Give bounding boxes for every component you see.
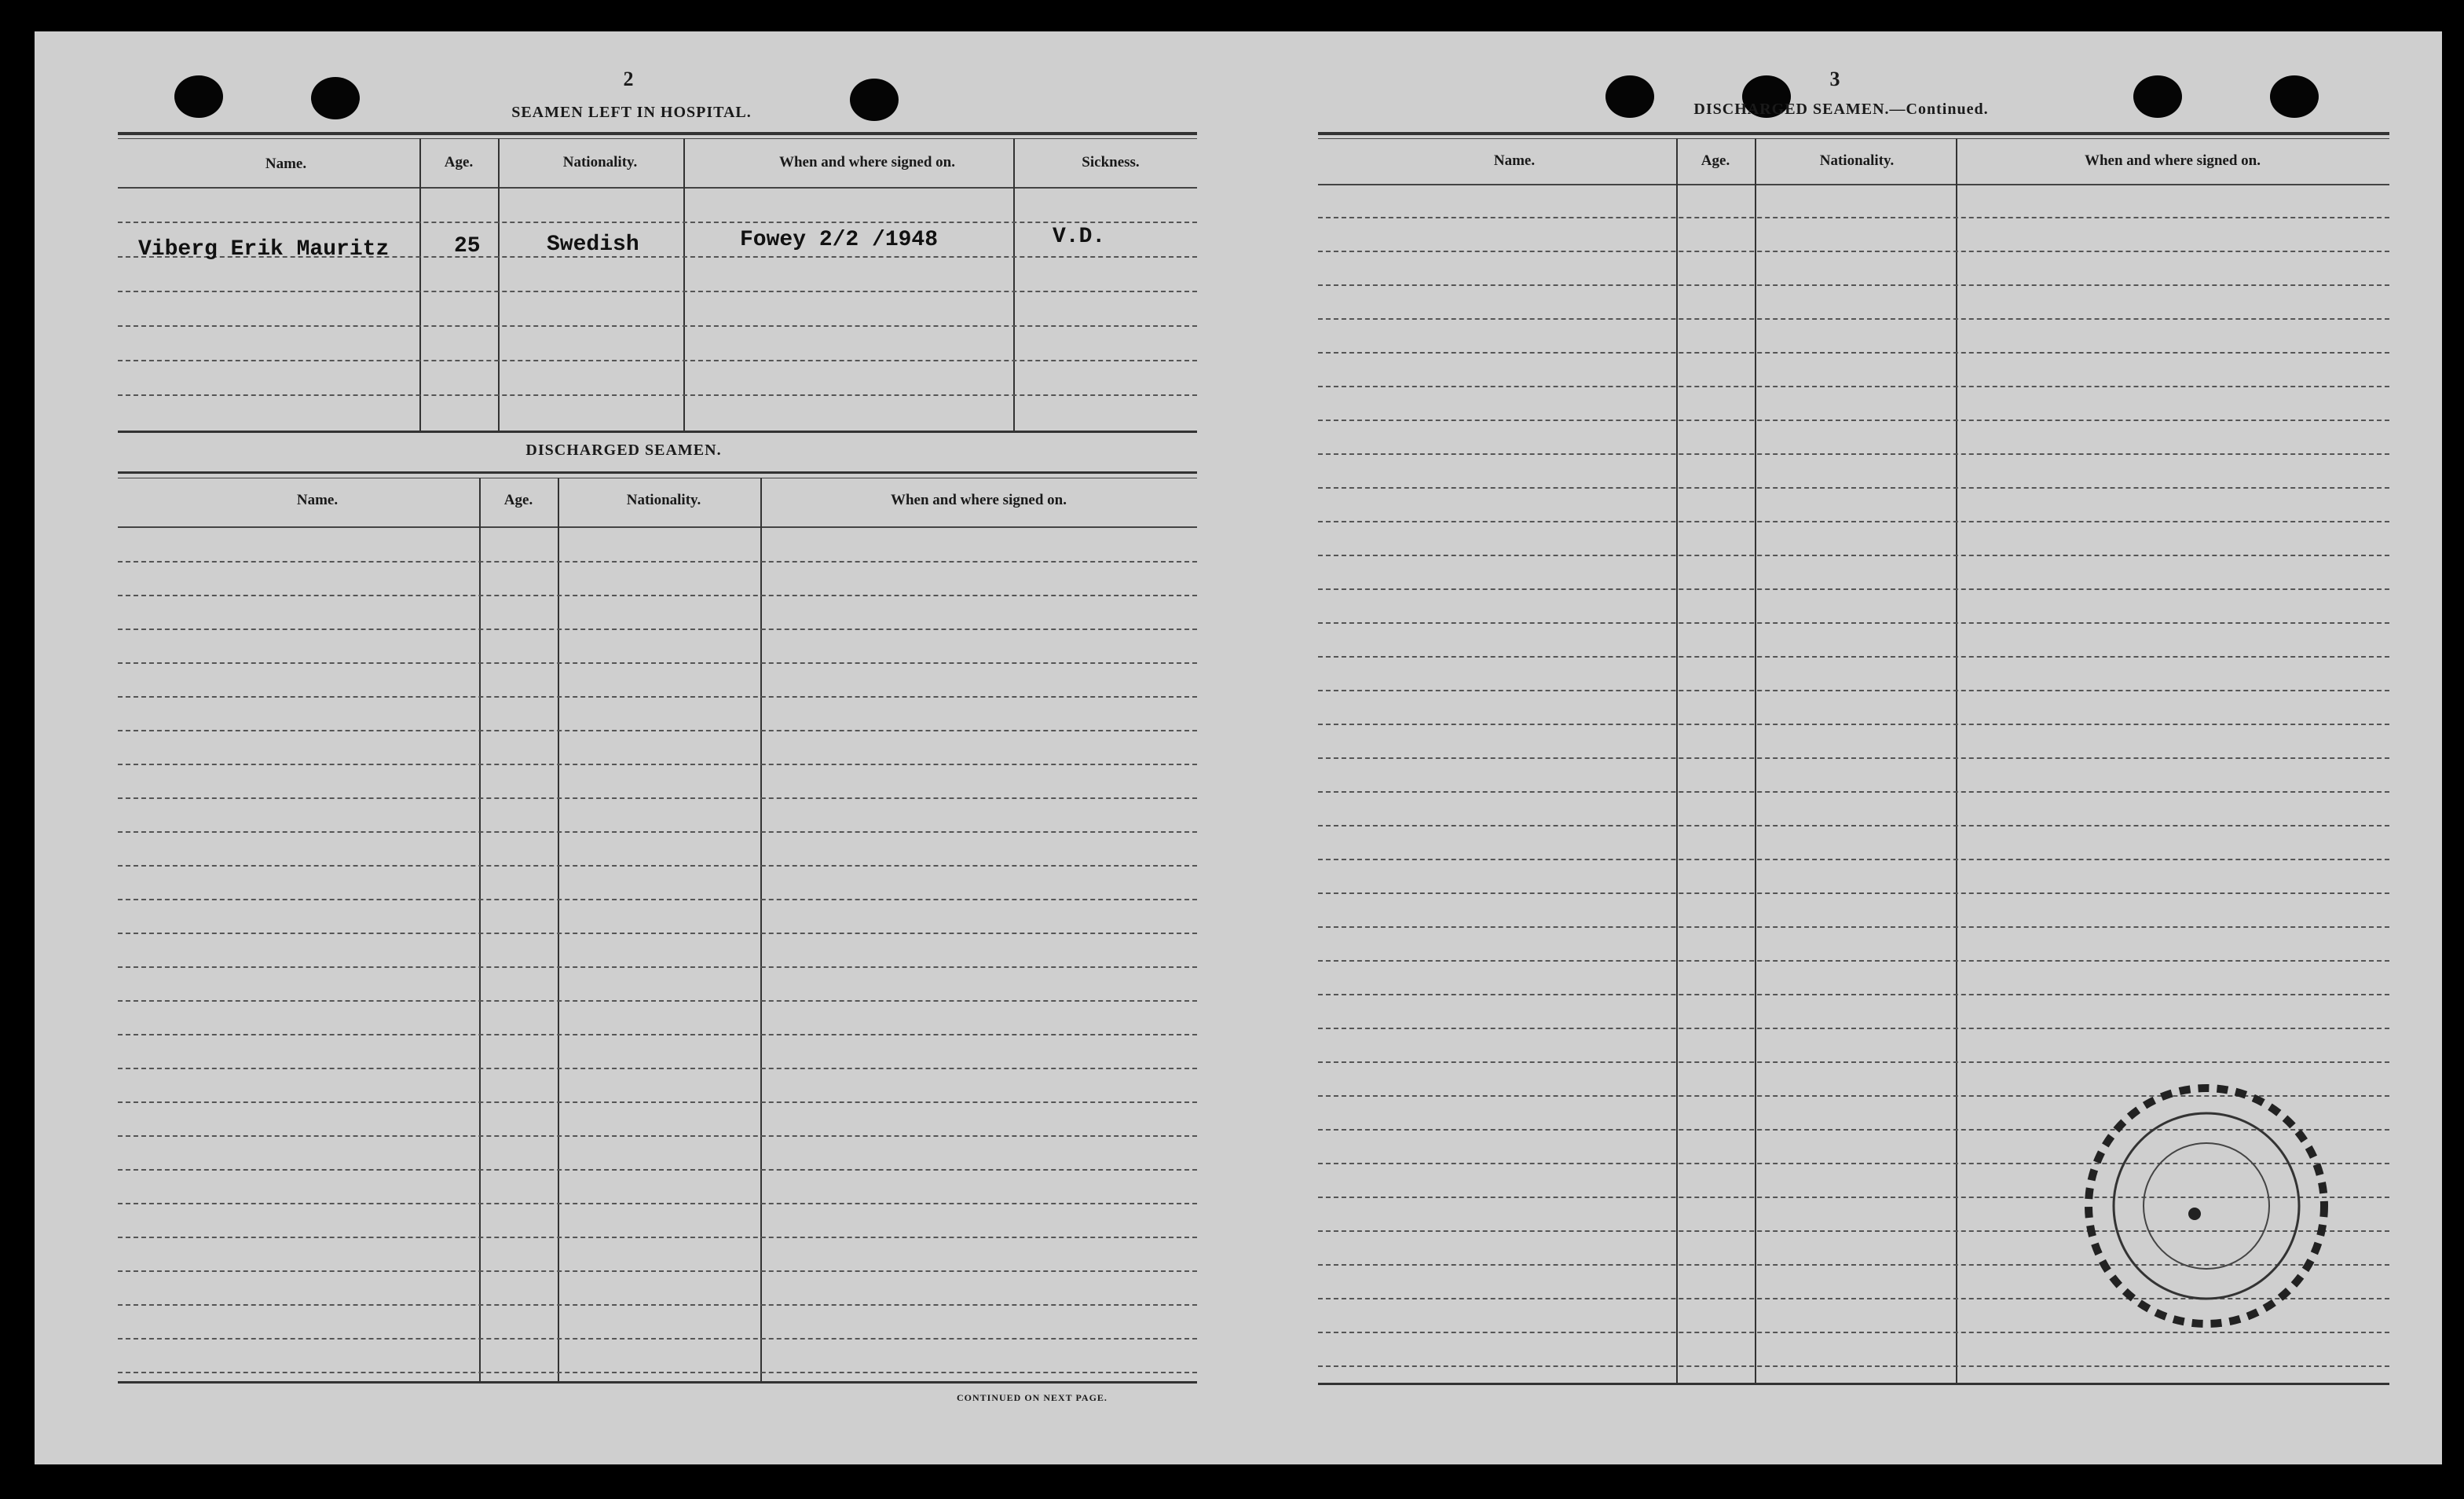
row-line — [1318, 420, 2389, 421]
col-header-nationality: Nationality. — [562, 154, 638, 170]
entry-sickness: V.D. — [1053, 225, 1106, 249]
right-page — [35, 31, 2442, 1464]
circular-stamp — [2077, 1076, 2336, 1336]
document-sheet — [35, 31, 2442, 1464]
row-line — [1318, 487, 2389, 489]
entry-nationality: Swedish — [547, 233, 639, 257]
col-header-age: Age. — [503, 492, 533, 508]
col-header-nationality: Nationality. — [1819, 152, 1895, 169]
row-line — [1318, 960, 2389, 962]
discharged-continued-title: DISCHARGED SEAMEN.—Continued. — [1693, 101, 1989, 118]
rule — [1318, 138, 2389, 139]
page-number: 2 — [623, 68, 634, 90]
col-header-sickness: Sickness. — [1082, 154, 1140, 170]
row-line — [1318, 622, 2389, 624]
row-line — [1318, 318, 2389, 320]
bottom-rule — [1318, 1383, 2389, 1385]
row-line — [1318, 690, 2389, 691]
hospital-section-title: SEAMEN LEFT IN HOSPITAL. — [511, 104, 752, 121]
row-line — [1318, 825, 2389, 826]
col-header-age: Age. — [444, 154, 474, 170]
row-line — [1318, 588, 2389, 590]
page-number: 3 — [1829, 68, 1840, 90]
entry-age: 25 — [454, 234, 481, 258]
row-line — [1318, 217, 2389, 218]
col-header-signed-on: When and where signed on. — [2084, 152, 2261, 169]
entry-name: Viberg Erik Mauritz — [138, 237, 390, 262]
row-line — [1318, 1061, 2389, 1063]
row-line — [1318, 859, 2389, 860]
col-header-name: Name. — [265, 156, 307, 172]
col-header-signed-on: When and where signed on. — [778, 154, 955, 170]
col-header-name: Name. — [296, 492, 339, 508]
continued-note: CONTINUED ON NEXT PAGE. — [957, 1392, 1108, 1403]
row-line — [1318, 791, 2389, 793]
row-line — [1318, 757, 2389, 759]
row-line — [1318, 352, 2389, 354]
header-rule — [1318, 184, 2389, 185]
row-line — [1318, 994, 2389, 995]
row-line — [1318, 251, 2389, 252]
row-line — [1318, 386, 2389, 387]
discharged-section-title: DISCHARGED SEAMEN. — [525, 442, 722, 459]
row-line — [1318, 521, 2389, 522]
row-line — [1318, 284, 2389, 286]
row-line — [1318, 892, 2389, 894]
row-line — [1318, 555, 2389, 556]
col-header-age: Age. — [1701, 152, 1730, 169]
top-rule — [1318, 132, 2389, 135]
row-line — [1318, 926, 2389, 928]
row-line — [1318, 724, 2389, 725]
row-line — [1318, 453, 2389, 455]
entry-signed-on: Fowey 2/2 /1948 — [740, 228, 939, 252]
col-header-signed-on: When and where signed on. — [890, 492, 1067, 508]
col-header-nationality: Nationality. — [626, 492, 701, 508]
row-line — [1318, 656, 2389, 658]
col-header-name: Name. — [1493, 152, 1536, 169]
row-line — [1318, 1028, 2389, 1029]
row-line — [1318, 1365, 2389, 1367]
